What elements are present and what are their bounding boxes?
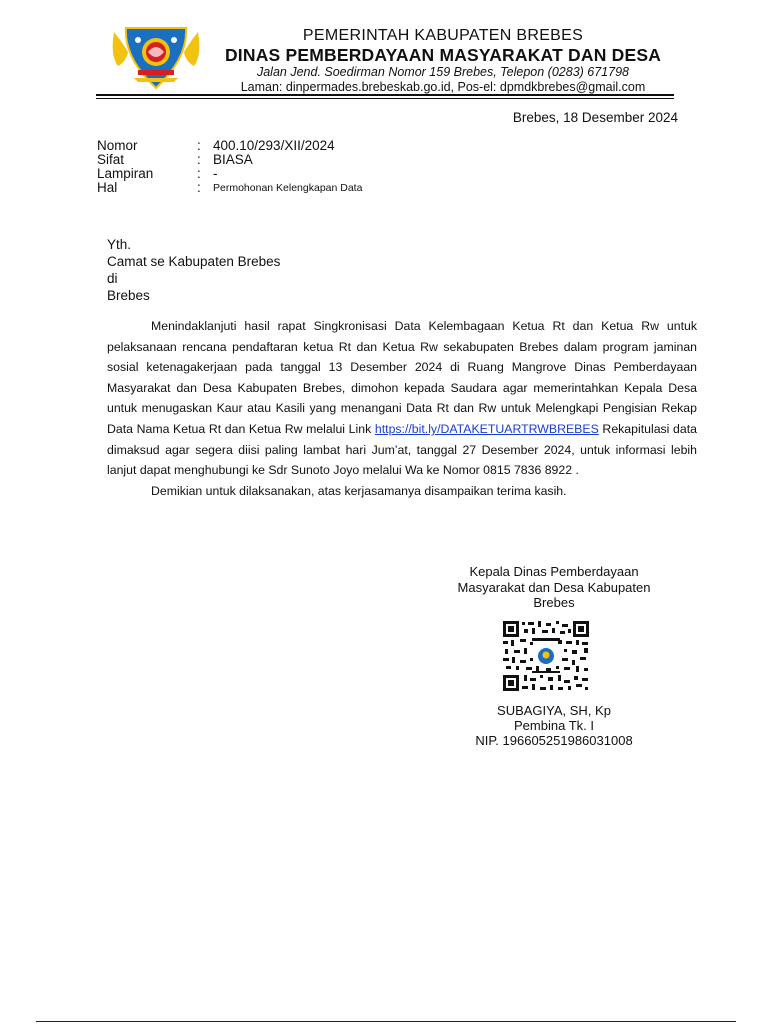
qr-code-icon: [502, 620, 590, 692]
meta-key: Hal: [97, 180, 118, 195]
department-name: DINAS PEMBERDAYAAN MASYARAKAT DAN DESA: [224, 45, 662, 65]
body-text: Menindaklanjuti hasil rapat Singkronisasi Data Kelembagaan Ketua Rt dan Ketua Rw untuk pelaksanaan rencana pendaftaran ketua Rt dan Ketua Rw sekabupaten Brebes dalam program jaminan sosial ketenagakerjaan pada tanggal 13 Desember 2024 di Ruang Mangrove Dinas Pemberdayaan Masyarakat dan Desa Kabupaten Brebes, dimohon kepada Saudara agar memerintahkan Kepala Desa untuk menugaskan Kaur atau Kasili yang menangani Data Rt dan Rw untuk Melengkapi Pengisian Rekap Data Nama Ketua Rt dan Ketua Rw melalui Link: [107, 319, 697, 436]
meta-value: BIASA: [213, 152, 253, 167]
meta-key: Nomor: [97, 138, 138, 153]
meta-value: 400.10/293/XII/2024: [213, 138, 335, 153]
signer-title-line: Kepala Dinas Pemberdayaan: [469, 564, 639, 579]
office-contacts: Laman: dinpermades.brebeskab.go.id, Pos-el: dpmdkbrebes@gmail.com: [240, 80, 646, 94]
page-bottom-edge: [36, 1021, 736, 1022]
government-name: PEMERINTAH KABUPATEN BREBES: [302, 27, 584, 44]
signature-title: [430, 564, 678, 611]
letterhead: [208, 26, 678, 95]
letter-meta: [97, 139, 362, 195]
meta-key: Sifat: [97, 152, 125, 167]
meta-key: Lampiran: [97, 166, 154, 181]
meta-colon: :: [197, 180, 201, 195]
salutation: Yth.: [107, 237, 132, 252]
meta-row-attachment: [97, 167, 362, 181]
recipient-block: [107, 236, 280, 304]
office-address: Jalan Jend. Soedirman Nomor 159 Brebes, Telepon (0283) 671798: [256, 65, 629, 79]
meta-colon: :: [197, 166, 201, 181]
meta-row-subject: [97, 181, 362, 195]
letter-body: [107, 316, 697, 501]
meta-value: Permohonan Kelengkapan Data: [213, 182, 363, 194]
meta-row-nature: [97, 153, 362, 167]
recipient-di: di: [107, 271, 118, 286]
recipient-place: Brebes: [107, 288, 150, 303]
signer-title-line: Brebes: [533, 595, 575, 610]
meta-colon: :: [197, 152, 201, 167]
regency-emblem-icon: [108, 22, 204, 92]
meta-value: -: [213, 166, 218, 181]
meta-row-number: [97, 139, 362, 153]
body-text: Rekapitulasi data dimaksud agar segera diisi paling lambat hari Jum’at, tanggal 27 Desember 2024, untuk informasi lebih lanjut dapat menghubungi ke Sdr Sunoto Joyo melalui Wa ke Nomor 0815 7836 8922 .: [107, 421, 697, 478]
letterhead-divider-thin: [96, 98, 674, 99]
closing-paragraph: Demikian untuk dilaksanakan, atas kerjasamanya disampaikan terima kasih.: [151, 483, 567, 498]
recipient-name: Camat se Kabupaten Brebes: [107, 254, 281, 269]
meta-colon: :: [197, 138, 201, 153]
letterhead-divider: [96, 94, 674, 96]
signer-nip: NIP. 196605251986031008: [475, 733, 633, 748]
signer-title-line: Masyarakat dan Desa Kabupaten: [457, 579, 651, 595]
signer-name: SUBAGIYA, SH, Kp: [497, 703, 611, 718]
letter-date: Brebes, 18 Desember 2024: [512, 110, 678, 125]
data-form-link[interactable]: https://bit.ly/DATAKETUARTRWBREBES: [374, 421, 599, 436]
body-paragraph: [107, 316, 697, 481]
signer-rank: Pembina Tk. I: [514, 718, 594, 733]
signer-block: [430, 703, 678, 748]
